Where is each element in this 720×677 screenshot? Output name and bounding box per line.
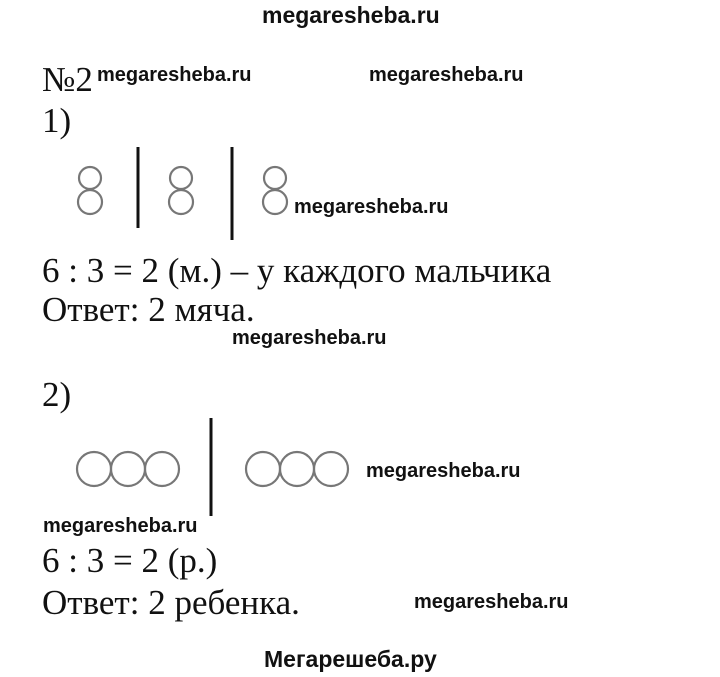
watermark-below-first-answer: megaresheba.ru (232, 327, 387, 349)
child-circle (77, 452, 111, 486)
part2-label: 2) (42, 375, 72, 414)
child-circle (111, 452, 145, 486)
watermark-left-before-second-equation: megaresheba.ru (43, 515, 198, 537)
watermark-footer: Мегарешеба.ру (264, 646, 437, 672)
child-circle (246, 452, 280, 486)
watermark-top-right: megaresheba.ru (369, 64, 524, 86)
part1-label: 1) (42, 101, 72, 140)
watermark-beside-second-figure: megaresheba.ru (366, 460, 521, 482)
part1-answer: Ответ: 2 мяча. (42, 290, 255, 329)
part2-answer: Ответ: 2 ребенка. (42, 583, 300, 622)
watermark-beside-first-figure: megaresheba.ru (294, 196, 449, 218)
watermark-top: megaresheba.ru (262, 2, 440, 28)
watermark-after-number: megaresheba.ru (97, 64, 252, 86)
child-circle (314, 452, 348, 486)
part1-equation: 6 : 3 = 2 (м.) – у каждого мальчика (42, 251, 552, 290)
task-number: №2 (42, 60, 93, 99)
watermark-beside-second-answer: megaresheba.ru (414, 591, 569, 613)
part2-equation: 6 : 3 = 2 (р.) (42, 541, 218, 580)
child-circle (280, 452, 314, 486)
child-circle (145, 452, 179, 486)
